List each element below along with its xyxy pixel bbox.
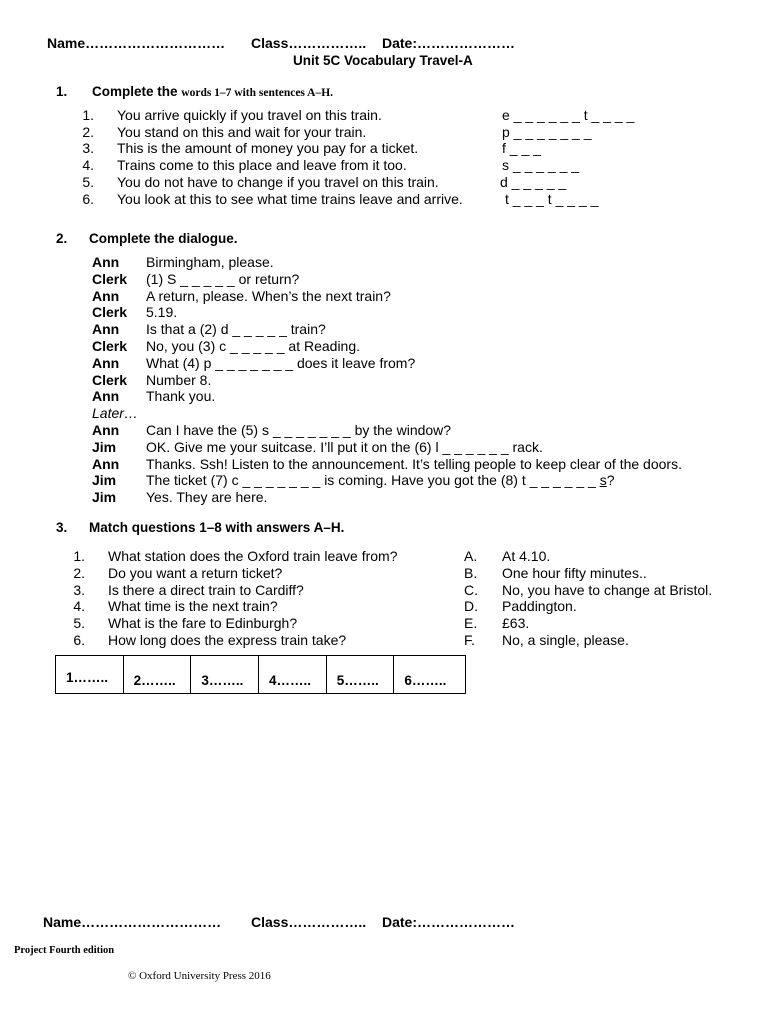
answer-cell-5[interactable]: 5……..	[327, 656, 395, 693]
dialogue-text	[146, 338, 360, 355]
section1-number: 1.	[56, 84, 68, 99]
dialogue-text	[146, 422, 451, 439]
dialogue-text-main: 5.19.	[146, 304, 178, 321]
dialogue-text	[146, 304, 177, 321]
match-answer-text: One hour fifty minutes..	[502, 564, 647, 581]
dialogue-text-main: Thank you.	[146, 388, 216, 405]
scene-note: Later…	[92, 405, 138, 422]
question-row	[0, 157, 768, 174]
speaker-name: Jim	[92, 472, 117, 489]
dialogue-text	[146, 288, 391, 305]
question-text: You stand on this and wait for your train.	[117, 123, 367, 140]
dialogue-text	[146, 388, 215, 405]
dialogue-line	[0, 422, 768, 439]
match-row	[0, 565, 768, 582]
speaker-name: Ann	[92, 388, 120, 405]
question-row	[0, 191, 768, 208]
match-question-number: 4.	[73, 598, 85, 615]
speaker-name: Ann	[92, 455, 120, 472]
match-question-number: 1.	[73, 548, 85, 564]
speaker-name: Jim	[92, 438, 117, 455]
section3-title: Match questions 1–8 with answers A–H.	[89, 520, 345, 535]
section2-number: 2.	[56, 231, 68, 246]
answer-blank[interactable]: e _ _ _ _ _ _ t _ _ _ _	[502, 107, 635, 123]
match-answer-letter: B.	[464, 564, 478, 581]
question-row	[0, 174, 768, 191]
dialogue-text	[146, 489, 267, 506]
match-answer-letter: F.	[464, 632, 475, 648]
answer-blank[interactable]: d _ _ _ _ _	[500, 173, 567, 190]
speaker-name: Clerk	[92, 304, 128, 321]
dialogue-text-end: ?	[606, 472, 615, 489]
match-answer-letter: C.	[464, 581, 478, 598]
section1-title	[92, 84, 333, 99]
match-question-text: How long does the express train take?	[108, 632, 347, 648]
answer-blank[interactable]: s _ _ _ _ _ _	[502, 157, 580, 174]
answer-cell-2[interactable]: 2……..	[124, 656, 192, 693]
question-text: You do not have to change if you travel on this train.	[117, 173, 439, 190]
dialogue-text	[146, 321, 326, 338]
dialogue-text	[146, 372, 211, 389]
dialogue-text-main: Thanks. Ssh! Listen to the announcement. It’s telling people to keep clear of the doors.	[146, 455, 682, 472]
match-answer-letter: D.	[464, 598, 478, 615]
speaker-name: Ann	[92, 321, 120, 338]
dialogue-text	[146, 472, 614, 489]
answer-blank[interactable]: f _ _ _	[502, 140, 541, 157]
dialogue-text-main: No, you (3) c _ _ _ _ _ at Reading.	[146, 338, 361, 354]
dialogue-text	[146, 271, 299, 288]
dialogue-text-main: Number 8.	[146, 371, 212, 388]
dialogue-text	[146, 254, 274, 271]
dialogue-text-main: OK. Give me your suitcase. I’ll put it on the (6) l _ _ _ _ _ _ rack.	[146, 438, 543, 455]
dialogue-text-main: The ticket (7) c _ _ _ _ _ _ _ is coming. Have you got the (8) t _ _ _ _ _ _	[146, 472, 600, 489]
dialogue-line	[0, 355, 768, 372]
copyright: © Oxford University Press 2016	[128, 970, 271, 982]
match-row	[0, 615, 768, 632]
question-text: Trains come to this place and leave from it too.	[117, 157, 407, 174]
edition-label: Project Fourth edition	[14, 945, 115, 956]
dialogue-line	[0, 472, 768, 489]
dialogue-text-main: Is that a (2) d _ _ _ _ _ train?	[146, 321, 326, 338]
question-row	[0, 140, 768, 157]
match-question-text: What is the fare to Edinburgh?	[108, 615, 298, 632]
dialogue-line	[0, 288, 768, 305]
footer-class-label: Class……………..	[251, 914, 367, 930]
match-question-text: Do you want a return ticket?	[108, 564, 283, 581]
question-number: 4.	[82, 157, 94, 174]
question-text: You arrive quickly if you travel on this train.	[117, 107, 382, 123]
answer-cell-1[interactable]: 1……..	[56, 656, 124, 693]
question-number: 1.	[82, 107, 94, 123]
question-number: 3.	[82, 140, 94, 157]
match-question-text: What time is the next train?	[108, 598, 278, 615]
answer-blank[interactable]: p _ _ _ _ _ _ _	[502, 123, 592, 140]
page-title: Unit 5C Vocabulary Travel-A	[293, 53, 473, 68]
dialogue-text-main: What (4) p _ _ _ _ _ _ _ does it leave from?	[146, 354, 416, 371]
speaker-name: Jim	[92, 489, 117, 506]
answer-cell-3[interactable]: 3……..	[191, 656, 259, 693]
match-row	[0, 548, 768, 565]
speaker-name: Ann	[92, 422, 120, 438]
dialogue-line	[0, 456, 768, 473]
match-answer-text: Paddington.	[502, 598, 577, 615]
dialogue-line	[0, 405, 768, 422]
dialogue-text-main: (1) S _ _ _ _ _ or return?	[146, 270, 300, 287]
date-field-label: Date:…………………	[382, 35, 516, 51]
match-question-number: 2.	[73, 564, 85, 581]
match-question-number: 5.	[73, 615, 85, 632]
dialogue-line	[0, 271, 768, 288]
question-number: 2.	[82, 123, 94, 140]
question-number: 6.	[82, 190, 94, 207]
match-answer-text: £63.	[502, 615, 530, 632]
match-answer-letter: E.	[464, 615, 478, 632]
section2-title: Complete the dialogue.	[89, 231, 238, 246]
dialogue-text-main: Yes. They are here.	[146, 489, 268, 506]
dialogue-line	[0, 304, 768, 321]
section3-number: 3.	[56, 520, 68, 535]
question-text: This is the amount of money you pay for a ticket.	[117, 140, 419, 157]
match-answer-text: No, you have to change at Bristol.	[502, 581, 713, 598]
speaker-name: Clerk	[92, 270, 128, 287]
answer-cell-6[interactable]: 6……..	[404, 673, 447, 688]
answer-cell-4[interactable]: 4……..	[259, 656, 327, 693]
dialogue-line	[0, 489, 768, 506]
match-answer-letter: A.	[464, 548, 478, 564]
answer-grid	[55, 655, 466, 694]
speaker-name: Clerk	[92, 371, 128, 388]
speaker-name: Ann	[92, 254, 120, 270]
match-question-text: Is there a direct train to Cardiff?	[108, 581, 304, 598]
dialogue-line	[0, 321, 768, 338]
question-number: 5.	[82, 173, 94, 190]
question-text: You look at this to see what time trains leave and arrive.	[117, 190, 463, 207]
speaker-name: Ann	[92, 287, 120, 304]
match-row	[0, 632, 768, 649]
question-row	[0, 124, 768, 141]
section1-title-lead: Complete the	[92, 84, 178, 99]
name-field-label: Name…………………………	[47, 35, 226, 51]
dialogue-line	[0, 388, 768, 405]
speaker-name: Ann	[92, 354, 120, 371]
dialogue-text-main: Can I have the (5) s _ _ _ _ _ _ _ by the window?	[146, 422, 452, 438]
match-answer-text: No, a single, please.	[502, 632, 629, 648]
answer-blank[interactable]: t _ _ _ t _ _ _ _	[505, 190, 599, 207]
underlined-letter: s	[599, 472, 607, 489]
class-field-label: Class……………..	[251, 35, 367, 51]
speaker-name: Clerk	[92, 338, 128, 354]
dialogue-line	[0, 372, 768, 389]
section1-title-rest: words 1–7 with sentences A–H.	[181, 87, 334, 99]
dialogue-text	[146, 355, 415, 372]
footer-name-label: Name…………………………	[43, 914, 222, 930]
dialogue-text-main: Birmingham, please.	[146, 254, 274, 270]
dialogue-text	[146, 439, 543, 456]
match-question-text: What station does the Oxford train leave from?	[108, 548, 398, 564]
match-question-number: 6.	[73, 632, 85, 648]
match-row	[0, 598, 768, 615]
dialogue-line	[0, 439, 768, 456]
match-row	[0, 582, 768, 599]
question-row	[0, 107, 768, 124]
dialogue-text-main: A return, please. When’s the next train?	[146, 287, 391, 304]
dialogue-line	[0, 338, 768, 355]
dialogue-text	[146, 456, 682, 473]
dialogue-line	[0, 254, 768, 271]
match-question-number: 3.	[73, 581, 85, 598]
footer-date-label: Date:…………………	[382, 914, 516, 930]
match-answer-text: At 4.10.	[502, 548, 551, 564]
